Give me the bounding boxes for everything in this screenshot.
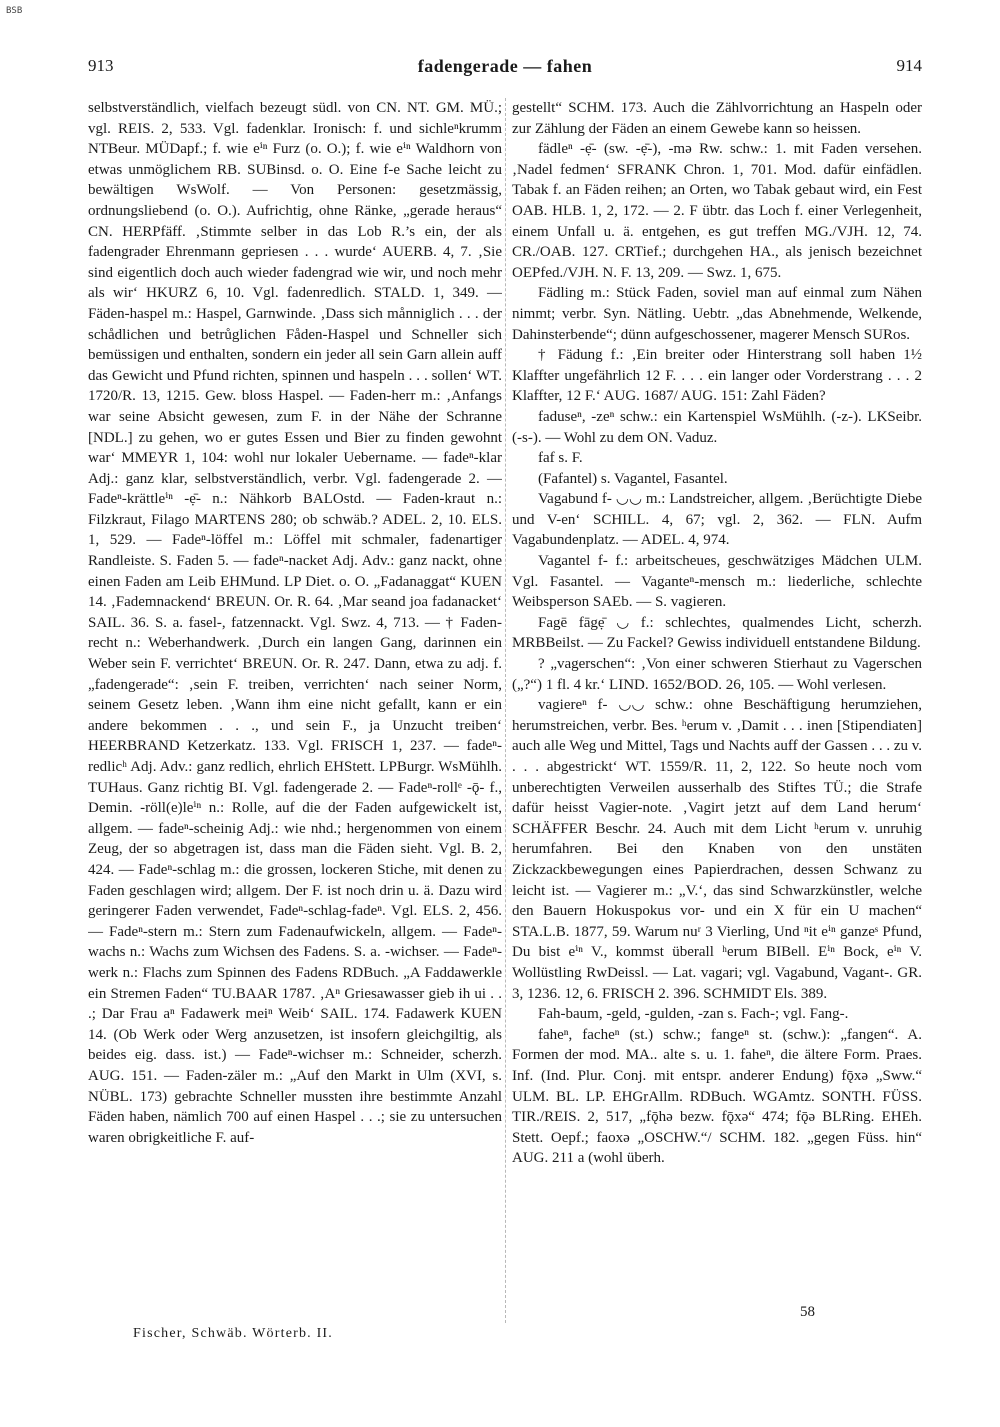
- entry-vagantel: Vagantel f- f.: arbeitscheues, geschwätziges Mädchen ULM. Vgl. Fasantel. — Vaganteⁿ-mensch m.: liederliche, schlechte Weibsperson SAEb. — S. vagieren.: [512, 553, 922, 611]
- entry-fadlen: fädleⁿ -ẹ̄- (sw. -ẹ̄-), -mə Rw. schw.: 1. mit Faden versehen. ‚Nadel fedmen‘ SFRANK Chron. 1, 701. Mod. dafür einfädlen. Tabak f. an Fäden reihen; an Orten, wo Tabak gebaut wird, ein Fest OAB. HLB. 1, 2, 172. — 2. F übtr. das Loch f. einer Verlegenheit, einem Unfall u. ä. entgehen, es gut treffen MG./VJH. 12, 74. CR./OAB. 127. CRTief.; durchgehen HA., als jenisch bezeichnet OEPfed./VJH. N. F. 13, 209. — Swz. 1, 675.: [512, 141, 922, 281]
- sheet-signature: 58: [800, 1304, 815, 1320]
- entry-faf: faf s. F.: [538, 450, 583, 467]
- left-column-text: selbstverständlich, vielfach bezeugt südl. von CN. NT. GM. MÜ.; vgl. REIS. 2, 533. Vgl. fadenklar. Ironisch: f. und sichleⁿkrumm NTBeur. MÜDapf.; f. wie eⁱⁿ Furz (o. O.); f. wie eⁱⁿ Waldhorn von etwas unmöglichem RB. SUBinsd. o. O. Eine f-e Sache leicht zu bewältigen WsWolf. — Von Personen: gesetzmässig, ordnungsliebend (o. O.). Aufrichtig, ohne Ränke, „gerade heraus“ CN. HERPfäff. ‚Stimmte selber in das Lob R.’s ein, der als fadengrader Ehrenmann gepriesen . . . wurde‘ AUERB. 4, 7. ‚Sie sind eigentlich doch auch wieder fadengrad wie wir, und noch mehr als wir‘ HKURZ 6, 10. Vgl. fadenredlich. STALD. 1, 349. — Fäden-haspel m.: Haspel, Garnwinde. ‚Dass sich månniglich . . . der schådlichen und betrůglichen Fåden-Haspel und Schneller sich bemüssigen und enthalten, sondern ein jeder all sein Garn allein auff das Gewicht und Pfund richten, spinnen und haspeln . . . sollen‘ WT. 1720/R. 13, 1215. Gew. bloss Haspel. — Faden-herr m.: ‚Anfangs war seine Absicht gewesen, zum F. in der Nähe der Schranne [NDL.] zu gehen, wo er gutes Essen und Bier zu finden gewohnt war‘ MMEYR 1, 104: wohl nur lokaler Uebername. — fadeⁿ-klar Adj.: ganz klar, selbstverständlich, verbr. Vgl. fadengerade 2. — Fadeⁿ-krättleⁱⁿ -ẹ̄- n.: Nähkorb BALOstd. — Faden-kraut n.: Filzkraut, Filago MARTENS 280; ob schwäb.? ADEL. 2, 10. ELS. 1, 529. — Fadeⁿ-löffel m.: Löffel mit schmaler, fadenartiger Randleiste. S. Faden 5. — fadeⁿ-nacket Adj. Adv.: ganz nackt, ohne einen Faden am Leib EHMund. LP Diet. o. O. „Fadanaggat“ KUEN 14. ‚Fademnackend‘ BREUN. Or. R. 64. ‚Mar seand joa fadanacket‘ SAIL. 36. S. a. fasel-, fatzennackt. Vgl. Swz. 4, 713. — † Faden-recht n.: Weberhandwerk. ‚Durch ein langen Gang, darinnen ein Weber sein F. verrichtet‘ BREUN. Or. R. 247. Dann, etwa zu adj. f. „fadengerade“: ‚sein F. treiben, verrichten‘ nach seiner Norm, seinem Gesetz leben. ‚Wann ihm eine nicht gefallt, kann er ein andere bekommen . . ., und sein F., ja Unzucht treiben‘ HEERBRAND Ketzerkatz. 133. Vgl. FRISCH 1, 237. — fadeⁿ-redlicʰ Adj. Adv.: ganz redlich, ehrlich EHStett. LPBurgr. WsMühlh. TUHaus. Ganz richtig BI. Vgl. fadengerade 2. — Fadeⁿ-rollᵉ -ǭ- f., Demin. -röll(e)leⁱⁿ n.: Rolle, auf die der Faden aufgewickelt ist, allgem. — fadeⁿ-scheinig Adj.: wie nhd.; hergenommen von einem Zeug, der so abgetragen ist, dass man die Fäden sieht. Vgl. B. 2, 424. — Fadeⁿ-schlag m.: die grossen, lockeren Stiche, mit denen zu Faden geschlagen wird; allgem. Der F. ist noch drin u. ä. Dazu wird geringerer Faden verwendet, Fadeⁿ-schlag-fadeⁿ. Vgl. ELS. 2, 456. — Fadeⁿ-stern m.: Stern zum Fadenaufwickeln, allgem. — Fadeⁿ-wachs n.: Wachs zum Wichsen des Fadens. S. a. -wichser. — Fadeⁿ-werk n.: Flachs zum Spinnen des Fadens RDBuch. „A Faddawerkle ein Stremen Faden“ TU.BAAR 1787. ‚Aⁿ Griesawasser gieb ih ui . . .; Dar Frau aⁿ Fadawerk meiⁿ Weib‘ SAIL. 174. Fadawerk KUEN 14. (Ob Werk oder Werg anzusetzen, ist insofern gleichgiltig, als beides eig. dass. ist.) — Fadeⁿ-wichser m.: Schneider, scherzh. AUG. 151. — Faden-zäler m.: „Auf den Markt in Ulm (XVI, s. NÜBL. 173) gebrachte Schneller mussten ihre bestimmte Anzahl Fäden haben, nämlich 700 auf einen Haspel . . .; sie zu untersuchen waren obrigkeitliche F. auf-: [88, 100, 502, 1146]
- source-footer: Fischer, Schwäb. Wörterb. II.: [133, 1326, 333, 1341]
- entry-continuation: gestellt“ SCHM. 173. Auch die Zählvorrichtung an Haspeln oder zur Zählung der Fäden an einem Gewebe kann so heissen.: [512, 100, 922, 137]
- entry-vagieren: vagiereⁿ f- ◡◡ schw.: ohne Beschäftigung herumziehen, herumstreichen, verbr. Bes. ʰerum v. ‚Damit . . . inen [Stipendiaten] auch alle Weg und Mittel, Tags und Nachts auff der Gassen . . . zu v. . . . abgestrickt‘ WT. 1559/R. 11, 2, 122. So heute noch vom unberechtigten Verweilen ausserhalb des Stiftes TÜ.; die Strafe dafür heisst Vagier-note. ‚Vagirt jetzt auf dem Land herum‘ SCHÄFFER Beschr. 24. Auch mit dem Licht ʰerum v. unruhig herumfahren. Bei den Knaben von den unstäten Zickzackbewegungen eines Papierdrachen, dessen Schwanz zu leicht ist. — Vagierer m.: „V.‘, das sind Schwarzkünstler, welche den Bauern Hokuspokus vor- und ein X für ein U machen“ STA.L.B. 1877, 59. Warum nuʳ 3 Vierling, Und ⁿit eⁱⁿ ganzeˢ Pfund, Du bist eⁱⁿ V., kommst überall ʰerum BIBell. Eⁱⁿ Bock, eⁱⁿ V. Wollüstling RwDeissl. — Lat. vagari; vgl. Vagabund, Vagant-. GR. 3, 1236. 12, 6. FRISCH 2. 396. SCHMIDT Els. 389.: [512, 697, 922, 1002]
- entry-fadusen: faduseⁿ, -zeⁿ schw.: ein Kartenspiel WsMühlh. (-z-). LKSeibr. (-s-). — Wohl zu dem ON. Vaduz.: [512, 408, 922, 446]
- page-number-right: 914: [896, 56, 922, 75]
- library-stamp: BSB: [6, 6, 23, 16]
- entry-fah-baum: Fah-baum, -geld, -gulden, -zan s. Fach-; vgl. Fang-.: [538, 1006, 849, 1023]
- entry-fadung: † Fädung f.: ‚Ein breiter oder Hinterstrang soll haben 1½ Klaffter ungefährlich 12 F. . . . ein langer oder Vorderstrang . . . 2 Klaffter, 12 F.‘ AUG. 1687/ AUG. 151: Zahl Fäden?: [512, 347, 922, 405]
- entry-vagabund: Vagabund f- ◡◡ m.: Landstreicher, allgem. ‚Berüchtigte Diebe und V-en‘ SCHILL. 4, 67; vgl. 2, 362. — FLN. Aufm Vagabundenplatz. — ADEL. 4, 974.: [512, 491, 922, 549]
- right-column: [512, 98, 922, 1330]
- left-column: [88, 98, 502, 1330]
- page-number-left: 913: [88, 56, 114, 75]
- entry-fadling: Fädling m.: Stück Faden, soviel man auf einmal zum Nähen nimmt; verbr. Syn. Nätling. Uebtr. „das Abnehmende, Welkende, Dahinsterbende“; dünn aufgeschossener, magerer Mensch SURos.: [512, 285, 922, 343]
- entry-fage: Fagē fāgẹ̄ ◡ f.: schlechtes, qualmendes Licht, scherzh. MRBBeilst. — Zu Fackel? Gewiss individuell entstandene Bildung.: [512, 614, 922, 652]
- running-title: fadengerade — fahen: [417, 56, 593, 76]
- entry-fafantel: (Fafantel) s. Vagantel, Fasantel.: [538, 470, 728, 487]
- column-divider: [505, 98, 506, 1323]
- entry-fahen: faheⁿ, facheⁿ (st.) schw.; fangeⁿ st. (schw.): „fangen“. A. Formen der mod. MA.. alte s. u. 1. faheⁿ, die ältere Form. Praes. Inf. (Ind. Plur. Conj. mit entspr. anderer Endung) fǭxə „Sww.“ ULM. BL. LP. EHGrAllm. RDBuch. WGAmtz. SONTH. FÜSS. TIR./REIS. 2, 517, „fǭhə bezw. fǭxə“ 474; fǭə BLRing. EHEh. Stett. Oepf.; faoxə „OSCHW.“/ SCHM. 182. „gegen Füss. hin“ AUG. 211 a (wohl überh.: [512, 1026, 922, 1167]
- entry-vagerschen: ? „vagerschen“: ‚Von einer schweren Stierhaut zu Vagerschen („?“) 1 fl. 4 kr.‘ LIND. 1652/BOD. 26, 105. — Wohl verlesen.: [512, 656, 922, 693]
- page-header: [88, 56, 922, 80]
